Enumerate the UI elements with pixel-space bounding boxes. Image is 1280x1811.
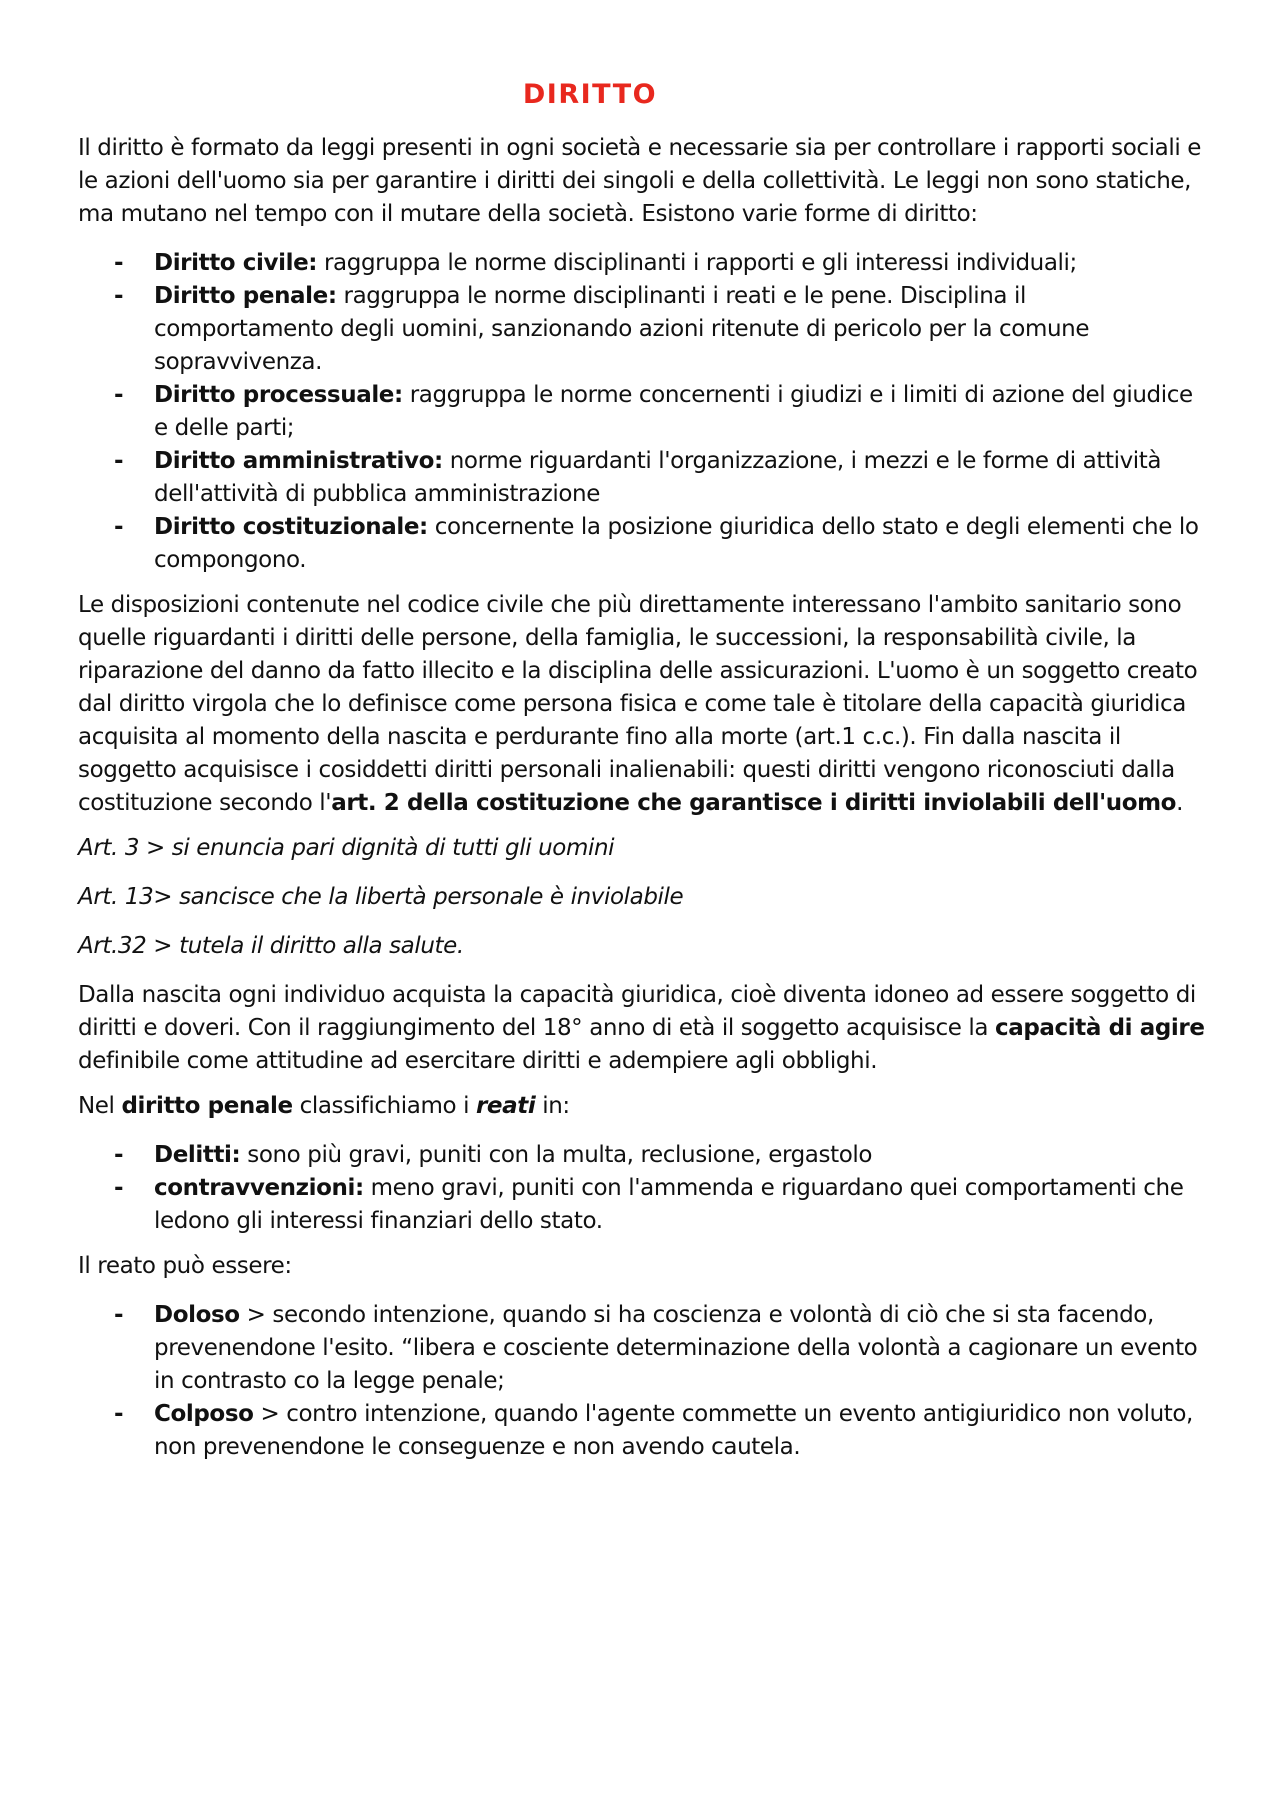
paragraph-emphasis: diritto penale <box>121 1093 293 1119</box>
law-forms-list <box>78 247 1208 577</box>
list-item-term: Diritto penale: <box>154 283 337 309</box>
list-item-term: Diritto civile: <box>154 250 318 276</box>
paragraph-text-end: . <box>1176 790 1183 816</box>
crimes-intro <box>78 1090 1208 1123</box>
list-item-term: Delitti: <box>154 1142 241 1168</box>
list-item <box>78 1139 1208 1172</box>
paragraph-text-end: in: <box>535 1093 570 1119</box>
list-item <box>78 379 1208 445</box>
paragraph-text: Dalla nascita ogni individuo acquista la capacità giuridica, cioè diventa idoneo ad essere soggetto di diritti e doveri. Con il raggiungimento del 18° anno di età il soggetto acquisisce la <box>78 982 1196 1041</box>
crimes-list <box>78 1139 1208 1238</box>
list-item <box>78 445 1208 511</box>
list-item-term: Diritto processuale: <box>154 382 403 408</box>
paragraph-emphasis: art. 2 della costituzione che garantisce i diritti inviolabili dell'uomo <box>331 790 1177 816</box>
list-item-text: > contro intenzione, quando l'agente commette un evento antigiuridico non voluto, non prevenendone le conseguenze e non avendo cautela. <box>154 1401 1193 1460</box>
document-title: DIRITTO <box>522 79 658 110</box>
list-item <box>78 247 1208 280</box>
list-item-text: > secondo intenzione, quando si ha coscienza e volontà di ciò che si sta facendo, prevenendone l'esito. “libera e cosciente determinazione della volontà a cagionare un evento in contrasto co la legge penale; <box>154 1302 1198 1394</box>
list-item-term: Diritto costituzionale: <box>154 514 428 540</box>
list-item <box>78 1299 1208 1398</box>
capacity-paragraph <box>78 979 1208 1078</box>
list-item-text: raggruppa le norme concernenti i giudizi e i limiti di azione del giudice e delle parti; <box>154 382 1193 441</box>
list-item <box>78 511 1208 577</box>
list-item <box>78 280 1208 379</box>
reato-types-list <box>78 1299 1208 1464</box>
list-item-text: meno gravi, puniti con l'ammenda e riguardano quei comportamenti che ledono gli interessi finanziari dello stato. <box>154 1175 1184 1234</box>
paragraph-text: Nel <box>78 1093 122 1119</box>
list-item-text: raggruppa le norme disciplinanti i reati e le pene. Disciplina il comportamento degli uomini, sanzionando azioni ritenute di pericolo per la comune sopravvivenza. <box>154 283 1090 375</box>
list-item-text: raggruppa le norme disciplinanti i rapporti e gli interessi individuali; <box>317 250 1077 276</box>
paragraph-text-end: definibile come attitudine ad esercitare diritti e adempiere agli obblighi. <box>78 1048 878 1074</box>
reato-intro: Il reato può essere: <box>78 1253 292 1279</box>
document-body <box>78 132 1208 1476</box>
civil-code-paragraph <box>78 589 1208 820</box>
list-item-term: Diritto amministrativo: <box>154 448 443 474</box>
article-line: Art. 13> sancisce che la libertà personale è inviolabile <box>78 884 684 910</box>
list-item-term: contravvenzioni: <box>154 1175 364 1201</box>
paragraph-emphasis: capacità di agire <box>994 1015 1205 1041</box>
paragraph-text: Le disposizioni contenute nel codice civile che più direttamente interessano l'ambito sanitario sono quelle riguardanti i diritti delle persone, della famiglia, le successioni, la responsabilità civile, la riparazione del danno da fatto illecito e la disciplina delle assicurazioni. L'uomo è un soggetto creato dal diritto virgola che lo definisce come persona fisica e come tale è titolare della capacità giuridica acquisita al momento della nascita e perdurante fino alla morte (art.1 c.c.). Fin dalla nascita il soggetto acquisisce i cosiddetti diritti personali inalienabili: questi diritti vengono riconosciuti dalla costituzione secondo l' <box>78 592 1198 816</box>
paragraph-text: classifichiamo i <box>292 1093 476 1119</box>
list-item-text: norme riguardanti l'organizzazione, i mezzi e le forme di attività dell'attività di pubblica amministrazione <box>154 448 1162 507</box>
list-item-term: Doloso <box>154 1302 240 1328</box>
list-item-text: sono più gravi, puniti con la multa, reclusione, ergastolo <box>240 1142 873 1168</box>
list-item <box>78 1172 1208 1238</box>
list-item-text: concernente la posizione giuridica dello stato e degli elementi che lo compongono. <box>154 514 1199 573</box>
article-line: Art.32 > tutela il diritto alla salute. <box>78 933 464 959</box>
intro-paragraph: Il diritto è formato da leggi presenti in ogni società e necessarie sia per controllare i rapporti sociali e le azioni dell'uomo sia per garantire i diritti dei singoli e della collettività. Le leggi non sono statiche, ma mutano nel tempo con il mutare della società. Esistono varie forme di diritto: <box>78 135 1201 227</box>
list-item <box>78 1398 1208 1464</box>
article-line: Art. 3 > si enuncia pari dignità di tutti gli uomini <box>78 835 615 861</box>
list-item-term: Colposo <box>154 1401 254 1427</box>
paragraph-italic: reati <box>475 1093 536 1119</box>
